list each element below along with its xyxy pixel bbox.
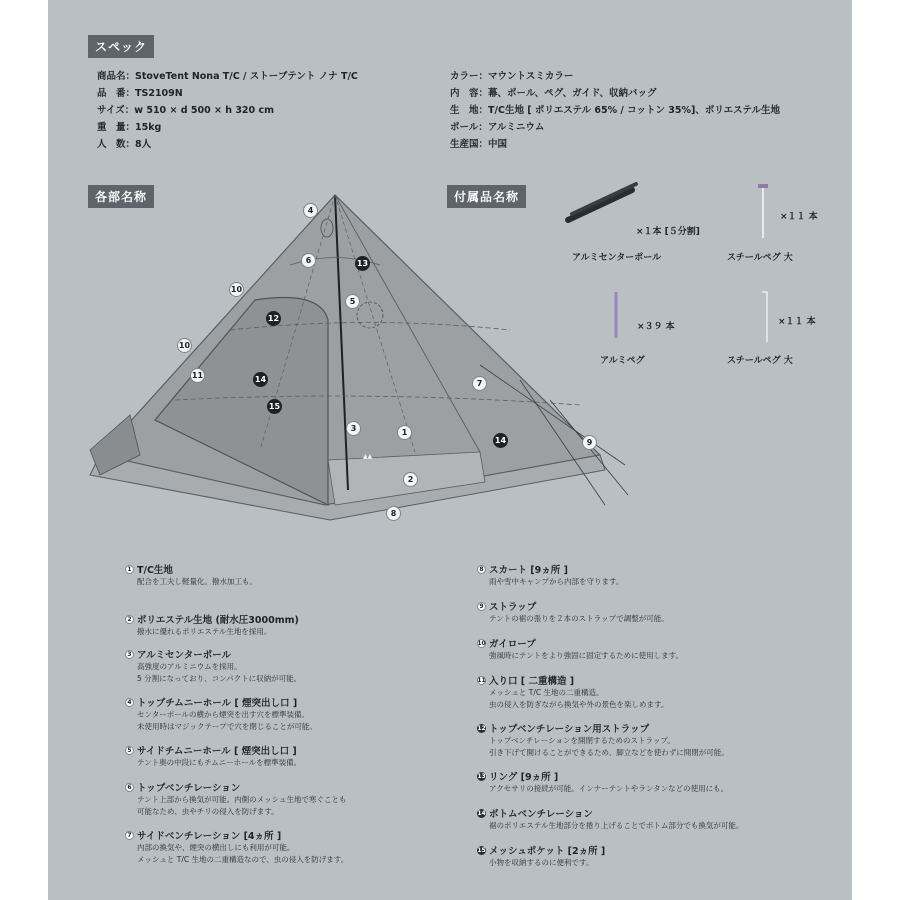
feature-title: T/C生地	[137, 565, 173, 576]
feature-number: 5	[125, 746, 134, 755]
steel-peg2-image	[760, 290, 770, 345]
feature-title: サイドベンチレーション [4ヵ所 ]	[137, 831, 282, 842]
spec-value: 8人	[135, 139, 152, 150]
feature-title: トップベンチレーション	[137, 783, 241, 794]
feature-item	[477, 843, 847, 869]
spec-value: マウントスミカラー	[488, 71, 574, 82]
callout-10a: 10	[229, 282, 244, 297]
spec-label: 生 地：	[450, 105, 489, 116]
callout-5: 5	[345, 294, 360, 309]
feature-item	[125, 562, 495, 588]
parts-heading: 各部名称	[88, 185, 154, 208]
callout-14b: 14	[493, 433, 508, 448]
callout-4: 4	[303, 203, 318, 218]
spec-label: 商品名：	[97, 71, 136, 82]
callout-8: 8	[386, 506, 401, 521]
feature-item	[477, 721, 847, 759]
feature-note: アクセサリの接続が可能。インナーテントやランタンなどの使用にも。	[489, 784, 729, 793]
feature-title: ストラップ	[489, 602, 537, 613]
feature-title: メッシュポケット [2ヵ所 ]	[489, 846, 606, 857]
feature-item	[125, 828, 495, 866]
spec-label: ポール：	[450, 122, 488, 133]
feature-note: 撥水に優れるポリエステル生地を採用。	[137, 627, 272, 636]
spec-value: TS2109N	[135, 88, 183, 99]
spec-label: サイズ：	[97, 105, 135, 116]
callout-10b: 10	[177, 338, 192, 353]
callout-6: 6	[301, 253, 316, 268]
feature-item	[125, 647, 495, 685]
feature-item	[125, 612, 495, 638]
feature-item	[477, 599, 847, 625]
spec-label: 内 容：	[450, 88, 489, 99]
feature-number: 14	[477, 809, 486, 817]
steel-peg2-qty: ×１１ 本	[778, 317, 816, 327]
spec-heading: スペック	[88, 35, 154, 58]
feature-title: ガイロープ	[489, 639, 536, 650]
callout-9: 9	[582, 435, 597, 450]
alu-peg-name: アルミペグ	[600, 356, 645, 366]
alu-peg-image	[611, 290, 621, 340]
feature-number: 4	[125, 698, 134, 707]
feature-note: トップベンチレーションを開閉するためのストラップ。 引き下げて開けることができるため、脚立などを使わずに開閉が可能。	[489, 736, 729, 757]
steel-peg-name: スチールペグ 大	[727, 253, 793, 263]
feature-item	[477, 562, 847, 588]
feature-item	[477, 769, 847, 795]
feature-title: トップベンチレーション用ストラップ	[489, 724, 650, 735]
callout-2: 2	[403, 472, 418, 487]
feature-number: 8	[477, 565, 486, 574]
callout-11: 11	[190, 368, 205, 383]
feature-item	[125, 780, 495, 818]
callout-14a: 14	[253, 372, 268, 387]
spec-label: 生産国：	[450, 139, 489, 150]
callout-15: 15	[267, 399, 282, 414]
feature-number: 12	[477, 724, 486, 732]
alu-peg-qty: ×３９ 本	[637, 322, 675, 332]
tent-illustration	[80, 190, 640, 530]
feature-number: 10	[477, 639, 486, 647]
pole-name: アルミセンターポール	[572, 253, 662, 263]
feature-title: リング [9ヵ所 ]	[489, 772, 559, 783]
feature-note: 裾のポリエステル生地部分を捲り上げることでボトム部分でも換気が可能。	[489, 821, 744, 830]
feature-item	[477, 806, 847, 832]
feature-number: 2	[125, 615, 134, 624]
feature-note: メッシュと T/C 生地の二重構造。 虫の侵入を防ぎながら換気や外の景色を楽しめます。	[489, 688, 669, 709]
spec-value: 中国	[488, 139, 508, 150]
feature-note: センターポールの横から煙突を出す穴を標準装備。 未使用時はマジックテープで穴を閉じることが可能。	[137, 710, 317, 731]
callout-7: 7	[472, 376, 487, 391]
spec-value: T/C生地 [ ポリエステル 65% / コットン 35%]、ポリエステル生地	[488, 105, 781, 116]
spec-label: 重 量：	[97, 122, 136, 133]
feature-number: 1	[125, 565, 134, 574]
steel-peg-image	[756, 182, 770, 242]
feature-note: 内部の換気や、煙突の横出しにも利用が可能。 メッシュと T/C 生地の二重構造なので、虫の侵入を防げます。	[137, 843, 349, 864]
spec-value: w 510 × d 500 × h 320 cm	[134, 105, 274, 116]
steel-peg2-name: スチールペグ 大	[727, 356, 793, 366]
feature-note: 高強度のアルミニウムを採用。 5 分割になっており、コンパクトに収納が可能。	[137, 662, 302, 683]
center-pole-image	[560, 182, 640, 227]
spec-label: カラー：	[450, 71, 489, 82]
feature-note: テントの裾の張りを２本のストラップで調整が可能。	[489, 614, 669, 623]
feature-note: 強風時にテントをより強固に固定するために使用します。	[489, 651, 684, 660]
feature-number: 7	[125, 831, 134, 840]
spec-value: 幕、ポール、ペグ、ガイド、収納バッグ	[488, 88, 657, 99]
callout-13: 13	[355, 256, 370, 271]
brand-mark: ▲▲	[363, 453, 373, 460]
feature-note: テント上部から換気が可能。内側のメッシュ生地で寒ぐことも 可能なため、虫やチリの侵入を防げます。	[137, 795, 347, 816]
callout-12: 12	[266, 311, 281, 326]
feature-title: トップチムニーホール [ 煙突出し口 ]	[137, 698, 298, 709]
feature-title: ポリエステル生地 (耐水圧3000mm)	[137, 615, 299, 626]
feature-note: テント奥の中段にもチムニーホールを標準装備。	[137, 758, 302, 767]
spec-label: 品 番：	[97, 88, 136, 99]
feature-number: 15	[477, 846, 486, 854]
feature-number: 3	[125, 650, 134, 659]
feature-title: 入り口 [ 二重構造 ]	[489, 676, 575, 687]
feature-title: ボトムベンチレーション	[489, 809, 593, 820]
feature-note: 小物を収納するのに便利です。	[489, 858, 594, 867]
feature-number: 11	[477, 676, 486, 684]
feature-item	[477, 673, 847, 711]
callout-1: 1	[397, 425, 412, 440]
feature-number: 6	[125, 783, 134, 792]
feature-title: スカート [9ヵ所 ]	[489, 565, 568, 576]
feature-number: 13	[477, 772, 486, 780]
steel-peg-qty: ×１１ 本	[780, 212, 818, 222]
feature-item	[477, 636, 847, 662]
spec-value: アルミニウム	[487, 122, 545, 133]
spec-left	[97, 68, 358, 153]
pole-qty: ×１本 [５分割]	[636, 227, 700, 237]
feature-note: 配合を工夫し軽量化。撥水加工も。	[137, 577, 257, 586]
spec-value: StoveTent Nona T/C / ストーブテント ノナ T/C	[135, 71, 358, 82]
spec-value: 15kg	[135, 122, 162, 133]
feature-item	[125, 695, 495, 733]
feature-note: 雨や雪中キャンプから内部を守ります。	[489, 577, 624, 586]
feature-number: 9	[477, 602, 486, 611]
feature-item	[125, 743, 495, 769]
feature-title: サイドチムニーホール [ 煙突出し口 ]	[137, 746, 297, 757]
callout-3: 3	[346, 421, 361, 436]
feature-title: アルミセンターポール	[137, 650, 232, 661]
spec-label: 人 数：	[97, 139, 136, 150]
accessories-heading: 付属品名称	[447, 185, 526, 208]
spec-right	[450, 68, 780, 153]
